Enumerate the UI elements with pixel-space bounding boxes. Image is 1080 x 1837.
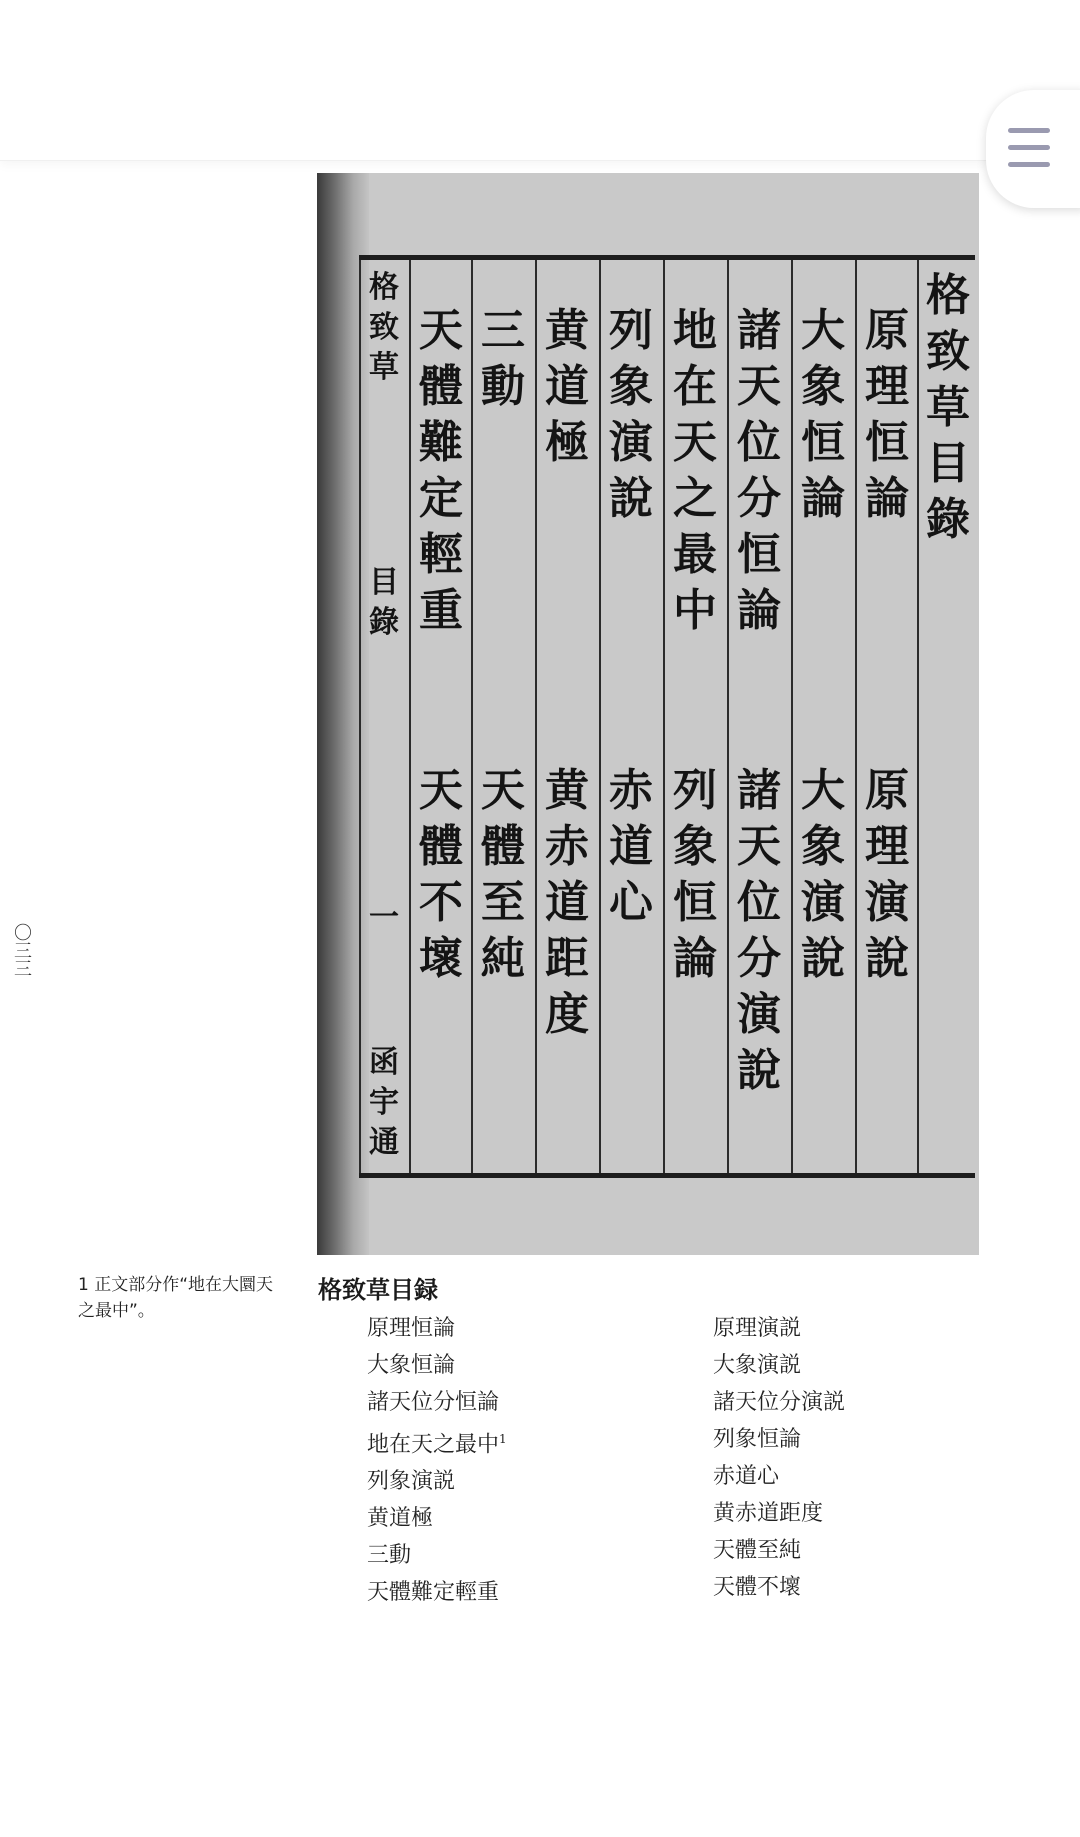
scan-column-bottom: 諸天位分演說	[737, 765, 781, 1096]
toc-item: 原理演説	[713, 1316, 802, 1341]
toc-item: 大象恒論	[367, 1353, 456, 1378]
scan-column-bottom: 列象恒論	[673, 765, 717, 984]
scan-column-top: 黄道極	[545, 305, 589, 468]
scan-column-top: 原理恒論	[865, 305, 909, 524]
toc-item: 諸天位分恒論	[367, 1390, 500, 1415]
scan-column-top: 三動	[481, 305, 525, 412]
toc-item: 赤道心	[713, 1464, 780, 1489]
frame-top-rule	[359, 255, 975, 260]
column-rule	[471, 260, 473, 1173]
scan-column-bottom: 天體至純	[481, 765, 525, 984]
scan-column-top: 大象恒論	[801, 305, 845, 524]
margin-publisher: 函宇通	[369, 1045, 399, 1160]
hamburger-menu-icon-bar	[1008, 162, 1050, 167]
scan-column-bottom: 原理演說	[865, 765, 909, 984]
column-rule	[535, 260, 537, 1173]
toc-item: 列象恒論	[713, 1427, 802, 1452]
scan-column-top: 地在天之最中	[673, 305, 717, 636]
top-bar	[0, 0, 1080, 161]
scan-column-bottom: 天體不壞	[419, 765, 463, 984]
margin-page-number: 一	[369, 900, 399, 935]
scan-column-top: 列象演說	[609, 305, 653, 524]
column-rule	[917, 260, 919, 1173]
toc-item: 三動	[367, 1543, 412, 1569]
scanned-page-image	[317, 173, 979, 1255]
column-rule	[409, 260, 411, 1173]
column-rule	[727, 260, 729, 1173]
margin-book-title: 格致草	[369, 270, 399, 385]
hamburger-menu-icon-bar	[1008, 145, 1050, 150]
toc-item: 諸天位分演説	[713, 1390, 846, 1415]
column-rule	[599, 260, 601, 1173]
toc-right-column	[713, 1310, 845, 1606]
frame-bottom-rule	[359, 1173, 975, 1178]
toc-item	[367, 1421, 507, 1463]
toc-item: 列象演説	[367, 1469, 456, 1495]
scan-title-column: 格致草目錄	[926, 270, 970, 545]
toc-left-column	[367, 1310, 507, 1611]
toc-item: 天體至純	[713, 1538, 802, 1563]
menu-button[interactable]	[986, 90, 1080, 208]
scan-column-bottom: 赤道心	[609, 765, 653, 928]
scan-column-bottom: 大象演說	[801, 765, 845, 984]
hamburger-menu-icon	[1008, 128, 1050, 133]
toc-item: 大象演説	[713, 1353, 802, 1378]
footnote-mark[interactable]: 1	[499, 1432, 507, 1446]
toc-item: 天體難定輕重	[367, 1580, 500, 1606]
toc-item: 天體不壞	[713, 1575, 802, 1600]
column-rule	[663, 260, 665, 1173]
footnote: 1 正文部分作“地在大圜天之最中”。	[78, 1275, 274, 1321]
scan-column-bottom: 黄赤道距度	[545, 765, 589, 1040]
column-rule	[791, 260, 793, 1173]
toc-item: 黄赤道距度	[713, 1501, 824, 1526]
column-rule	[855, 260, 857, 1173]
scan-column-top: 天體難定輕重	[419, 305, 463, 636]
toc-title: 格致草目録	[318, 1276, 438, 1304]
toc-item: 原理恒論	[367, 1316, 456, 1341]
scan-column-top: 諸天位分恒論	[737, 305, 781, 636]
page-folio: 〇三三	[14, 923, 32, 980]
column-rule	[359, 260, 361, 1173]
margin-section: 目錄	[369, 565, 399, 640]
toc-item-text: 地在天之最中	[367, 1432, 500, 1458]
toc-item: 黄道極	[367, 1506, 434, 1532]
